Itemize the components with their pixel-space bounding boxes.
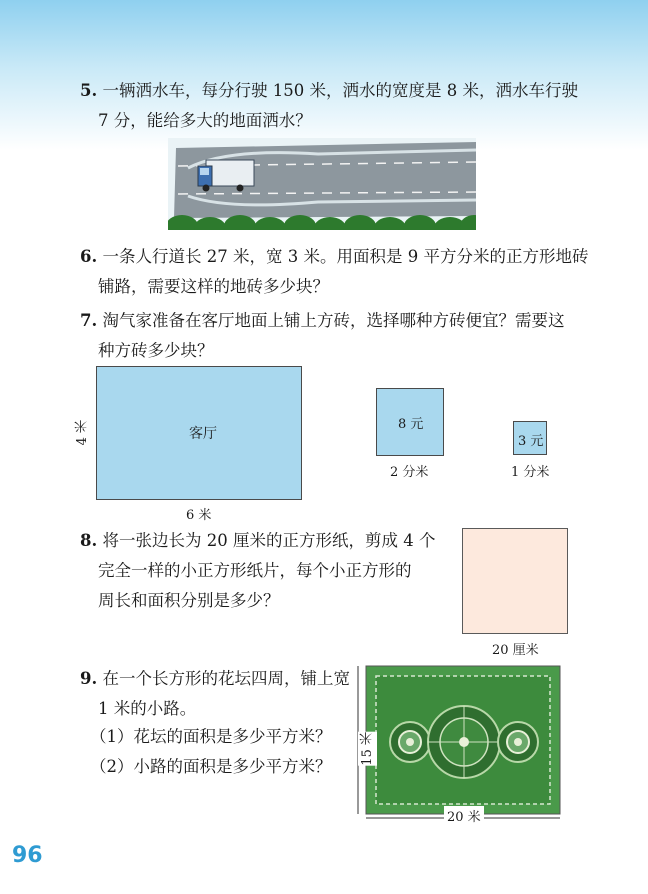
living-room-label: 客厅 xyxy=(189,426,217,442)
question-5-text-2: 7 分，能给多大的地面洒水？ xyxy=(98,111,312,130)
tile-large-size: 2 分米 xyxy=(390,465,429,480)
question-9-text-1: 在一个长方形的花坛四周，铺上宽 xyxy=(102,669,350,688)
garden-width-label: 20 米 xyxy=(444,806,484,825)
tile-small xyxy=(513,421,547,455)
question-8-text-3: 周长和面积分别是多少？ xyxy=(98,591,280,610)
question-8-text-1: 将一张边长为 20 厘米的正方形纸，剪成 4 个 xyxy=(102,531,436,550)
page-number: 96 xyxy=(12,843,43,868)
question-9-number: 9. xyxy=(80,669,98,688)
paper-side-label: 20 厘米 xyxy=(492,643,539,658)
question-8-text-2: 完全一样的小正方形纸片，每个小正方形的 xyxy=(98,561,412,580)
question-7-text-2: 种方砖多少块？ xyxy=(98,341,214,360)
tile-large xyxy=(376,388,444,456)
question-7-line-1 xyxy=(80,306,564,336)
question-6-text-2: 铺路，需要这样的地砖多少块？ xyxy=(98,277,329,296)
question-9-text-2: 1 米的小路。 xyxy=(98,699,197,718)
living-room-rectangle xyxy=(96,366,302,500)
question-6-text-1: 一条人行道长 27 米，宽 3 米。用面积是 9 平方分米的正方形地砖 xyxy=(102,247,589,266)
question-9-sub-2: （2）小路的面积是多少平方米？ xyxy=(90,757,332,776)
question-9-sub-1: （1）花坛的面积是多少平方米？ xyxy=(90,727,332,746)
flower-circle-center-icon xyxy=(428,706,500,778)
tile-small-size: 1 分米 xyxy=(511,465,550,480)
question-5-text-1: 一辆洒水车，每分行驶 150 米，洒水的宽度是 8 米，洒水车行驶 xyxy=(102,81,578,100)
tile-small-price: 3 元 xyxy=(518,434,544,449)
question-7-text-1: 淘气家准备在客厅地面上铺上方砖，选择哪种方砖便宜？需要这 xyxy=(102,311,565,330)
question-8-number: 8. xyxy=(80,531,98,550)
room-height-label: 4 米 xyxy=(75,420,90,446)
question-7-number: 7. xyxy=(80,311,98,330)
question-6-number: 6. xyxy=(80,247,98,266)
question-9-line-1 xyxy=(80,664,350,694)
question-8-line-1 xyxy=(80,526,435,556)
tile-large-price: 8 元 xyxy=(398,417,424,432)
street-sprinkler-illustration xyxy=(168,138,476,230)
question-5-line-1 xyxy=(80,76,578,106)
flower-circle-left-icon xyxy=(390,722,430,762)
flower-circle-right-icon xyxy=(498,722,538,762)
question-6-line-1 xyxy=(80,242,588,272)
room-width-label: 6 米 xyxy=(186,508,212,523)
square-paper xyxy=(462,528,568,634)
question-5-number: 5. xyxy=(80,81,98,100)
flower-bed-diagram xyxy=(352,662,572,822)
garden-height-label: 15 米 xyxy=(360,732,375,766)
